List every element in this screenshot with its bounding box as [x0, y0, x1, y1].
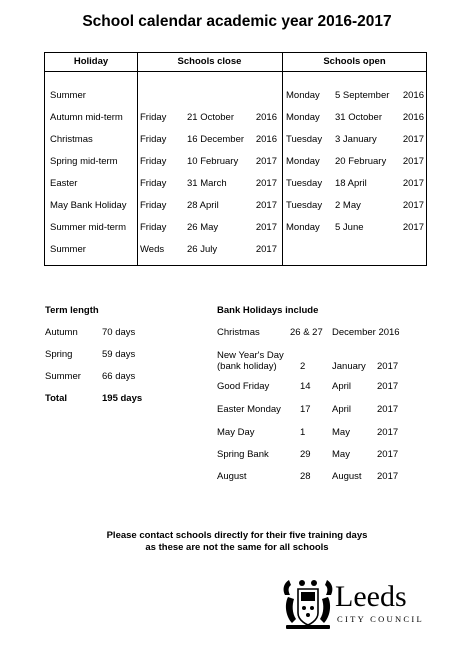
- term-name: Summer: [45, 371, 81, 382]
- cell-holiday: Summer: [50, 244, 86, 255]
- cell-close-date: 26 July: [187, 244, 218, 255]
- bank-holiday-name: Easter Monday: [217, 404, 281, 415]
- cell-close-day: Friday: [140, 112, 167, 123]
- column-divider: [137, 53, 138, 265]
- cell-open-date: 20 February: [335, 156, 387, 167]
- cell-close-date: 28 April: [187, 200, 219, 211]
- bank-holiday-name: Christmas: [217, 327, 260, 338]
- cell-close-date: 21 October: [187, 112, 234, 123]
- bank-holiday-month: December 2016: [332, 327, 400, 338]
- bank-holiday-year: 2017: [377, 427, 399, 438]
- cell-open-day: Monday: [286, 90, 320, 101]
- cell-close-date: 16 December: [187, 134, 245, 145]
- bank-holiday-day: 28: [300, 471, 311, 482]
- cell-close-year: 2017: [255, 222, 277, 233]
- cell-close-day: Friday: [140, 134, 167, 145]
- bank-holiday-day: 14: [300, 381, 311, 392]
- page-title: School calendar academic year 2016-2017: [82, 13, 392, 30]
- bank-holiday-name: May Day: [217, 427, 255, 438]
- cell-close-date: 10 February: [187, 156, 239, 167]
- cell-close-date: 26 May: [187, 222, 219, 233]
- bank-holiday-month: January: [332, 361, 366, 372]
- bank-holidays-heading: Bank Holidays include: [217, 305, 319, 316]
- cell-open-year: 2016: [402, 90, 424, 101]
- term-length-heading: Term length: [45, 305, 99, 316]
- bank-holiday-day: 2: [300, 361, 306, 372]
- cell-holiday: Spring mid-term: [50, 156, 118, 167]
- cell-open-year: 2017: [402, 222, 424, 233]
- training-days-note: [0, 530, 474, 554]
- cell-close-date: 31 March: [187, 178, 227, 189]
- cell-open-day: Tuesday: [286, 178, 323, 189]
- bank-holiday-year: 2017: [377, 361, 399, 372]
- cell-holiday: Summer mid-term: [50, 222, 127, 233]
- term-total-label: Total: [45, 393, 67, 404]
- column-divider: [282, 53, 283, 265]
- logo-name: Leeds: [335, 580, 407, 613]
- bank-holiday-year: 2017: [377, 449, 399, 460]
- bank-holiday-day: 29: [300, 449, 311, 460]
- bank-holiday-day: 1: [300, 427, 306, 438]
- cell-close-year: 2017: [255, 244, 277, 255]
- cell-close-year: 2016: [255, 112, 277, 123]
- bank-holiday-month: May: [332, 449, 350, 460]
- cell-open-date: 31 October: [335, 112, 382, 123]
- cell-open-year: 2017: [402, 200, 424, 211]
- bank-holiday-name-note: (bank holiday): [217, 361, 277, 372]
- bank-holiday-name: New Year's Day: [217, 350, 284, 361]
- cell-open-day: Monday: [286, 112, 320, 123]
- note-line-1: Please contact schools directly for their five training days: [106, 530, 368, 541]
- bank-holiday-month: April: [332, 404, 352, 415]
- cell-close-year: 2016: [255, 134, 277, 145]
- bank-holiday-name: August: [217, 471, 247, 482]
- bank-holiday-name: Spring Bank: [217, 449, 269, 460]
- term-name: Autumn: [45, 327, 78, 338]
- bank-holiday-year: 2017: [377, 471, 399, 482]
- cell-holiday: Autumn mid-term: [50, 112, 123, 123]
- cell-open-day: Tuesday: [286, 134, 323, 145]
- logo-subtitle: CITY COUNCIL: [337, 614, 425, 624]
- term-name: Spring: [45, 349, 73, 360]
- cell-close-day: Weds: [140, 244, 165, 255]
- bank-holiday-month: May: [332, 427, 350, 438]
- header-schools-close: Schools close: [177, 56, 242, 67]
- cell-open-day: Monday: [286, 222, 320, 233]
- cell-close-day: Friday: [140, 222, 167, 233]
- note-line-2: as these are not the same for all schools: [145, 542, 329, 553]
- cell-close-year: 2017: [255, 200, 277, 211]
- cell-close-year: 2017: [255, 156, 277, 167]
- bank-holiday-month: August: [332, 471, 362, 482]
- header-holiday: Holiday: [73, 56, 109, 67]
- cell-open-year: 2017: [402, 134, 424, 145]
- calendar-table: [44, 52, 427, 266]
- cell-holiday: May Bank Holiday: [50, 200, 127, 211]
- cell-close-year: 2017: [255, 178, 277, 189]
- term-total-value: 195 days: [102, 393, 143, 404]
- cell-open-date: 2 May: [335, 200, 361, 211]
- term-days: 59 days: [102, 349, 136, 360]
- cell-open-date: 5 September: [335, 90, 390, 101]
- bank-holiday-year: 2017: [377, 404, 399, 415]
- cell-holiday: Easter: [50, 178, 78, 189]
- bank-holiday-day: 26 & 27: [290, 327, 323, 338]
- term-days: 66 days: [102, 371, 136, 382]
- cell-close-day: Friday: [140, 178, 167, 189]
- cell-open-year: 2016: [402, 112, 424, 123]
- cell-open-day: Tuesday: [286, 200, 323, 211]
- header-divider: [45, 71, 426, 72]
- cell-holiday: Summer: [50, 90, 86, 101]
- bank-holiday-day: 17: [300, 404, 311, 415]
- cell-close-day: Friday: [140, 156, 167, 167]
- cell-open-year: 2017: [402, 156, 424, 167]
- bank-holiday-month: April: [332, 381, 352, 392]
- header-schools-open: Schools open: [323, 56, 386, 67]
- cell-open-date: 18 April: [335, 178, 367, 189]
- cell-open-date: 5 June: [335, 222, 364, 233]
- term-days: 70 days: [102, 327, 136, 338]
- cell-open-date: 3 January: [335, 134, 377, 145]
- cell-open-year: 2017: [402, 178, 424, 189]
- cell-holiday: Christmas: [50, 134, 93, 145]
- bank-holiday-year: 2017: [377, 381, 399, 392]
- cell-open-day: Monday: [286, 156, 320, 167]
- cell-close-day: Friday: [140, 200, 167, 211]
- bank-holiday-name: Good Friday: [217, 381, 270, 392]
